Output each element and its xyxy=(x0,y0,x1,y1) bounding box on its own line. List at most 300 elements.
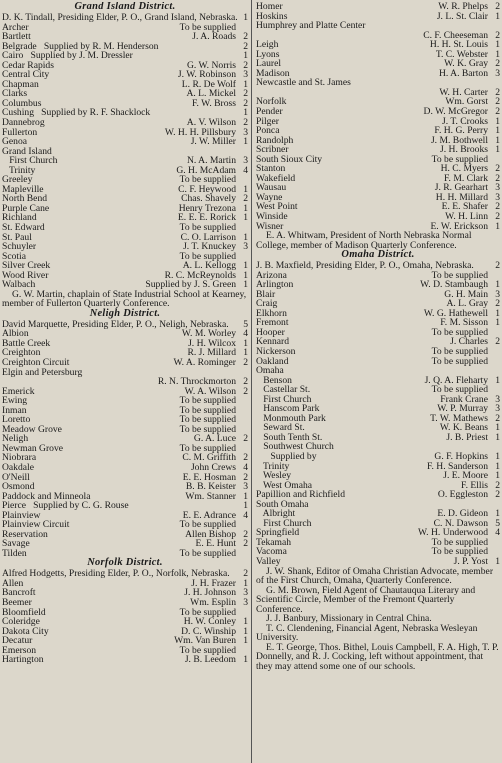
station-name: Scribner xyxy=(256,144,289,156)
pastor-name: C. N. Dawson xyxy=(433,517,488,529)
station-name: Newcastle and St. James xyxy=(256,77,351,89)
station-name: Benson xyxy=(256,374,292,386)
pastor-name: To be supplied xyxy=(431,153,488,165)
station-name: Dakota City xyxy=(2,625,49,637)
presiding-elder-years: 2 xyxy=(243,568,248,580)
years-count: 1 xyxy=(495,115,500,127)
years-count: 3 xyxy=(243,126,248,138)
years-count: 2 xyxy=(495,336,500,348)
station-name: St. Paul xyxy=(2,231,32,243)
years-count: 2 xyxy=(243,356,248,368)
pastor-name: R. J. Millard xyxy=(187,347,236,359)
years-count: 3 xyxy=(495,288,500,300)
pastor-name: H. C. Myers xyxy=(440,163,488,175)
station-name: Winside xyxy=(256,211,288,223)
station-name: Hooper xyxy=(256,326,285,338)
pastor-name: C. F. Cheeseman xyxy=(423,29,488,41)
presiding-elder-text: D. K. Tindall, Presiding Elder, P. O., Grand Island, Nebraska. xyxy=(2,12,238,23)
years-count: 1 xyxy=(243,78,248,90)
station-name: Oakland xyxy=(256,355,289,367)
appointment-row xyxy=(2,655,248,665)
years-count: 3 xyxy=(243,69,248,81)
pastor-name: Allen Bishop xyxy=(185,528,236,540)
years-count: 2 xyxy=(243,528,248,540)
pastor-name: E. E. Hosman xyxy=(182,471,236,483)
station-name: Neligh xyxy=(2,433,29,445)
years-count: 1 xyxy=(495,307,500,319)
station-name: Nickerson xyxy=(256,346,296,357)
pastor-name: W. G. Hathewell xyxy=(423,307,488,319)
station-name: Cairo Supplied by J. M. Dressler xyxy=(2,50,133,62)
pastor-name: O. Eggleston xyxy=(437,489,488,501)
years-count: 2 xyxy=(243,471,248,483)
pastor-name: J. B. Priest xyxy=(446,431,488,443)
station-name: Albright xyxy=(256,508,296,520)
pastor-name: T. C. Webster xyxy=(435,48,488,60)
station-name: Scotia xyxy=(2,250,26,262)
appointment-row xyxy=(2,549,248,559)
pastor-name: To be supplied xyxy=(431,326,488,338)
years-count: 1 xyxy=(495,460,500,472)
station-name: Bartlett xyxy=(2,31,31,43)
station-name: Clarks xyxy=(2,88,28,100)
years-count: 3 xyxy=(243,597,248,609)
years-count: 2 xyxy=(243,193,248,205)
station-name: Pender xyxy=(256,106,283,118)
pastor-name: R. C. McReynolds xyxy=(164,269,236,281)
station-name: First Church xyxy=(2,155,58,167)
pastor-name: W. H. H. Pillsbury xyxy=(164,126,236,138)
district-heading: Neligh District. xyxy=(89,307,161,319)
left-column xyxy=(2,2,248,665)
station-name: Creighton xyxy=(2,347,41,359)
station-name: Emerick xyxy=(2,385,35,397)
pastor-name: J. H. Wilcox xyxy=(188,337,236,349)
station-name: Trinity xyxy=(256,460,290,472)
pastor-name: J. A. Roads xyxy=(192,31,236,43)
pastor-name: B. B. Keister xyxy=(185,481,236,493)
years-count: 1 xyxy=(495,470,500,482)
district-note: E. A. Whitwam, President of North Nebraska Normal College, member of Madison Quarterly Conference. xyxy=(256,230,472,251)
years-count: 3 xyxy=(495,403,500,415)
pastor-name: To be supplied xyxy=(179,644,236,656)
years-count: 5 xyxy=(495,517,500,529)
station-name: Wakefield xyxy=(256,172,296,184)
years-count: 3 xyxy=(495,191,500,203)
pastor-name: C. O. Larrison xyxy=(180,231,236,243)
pastor-name: A. L. Kellogg xyxy=(182,260,236,272)
years-count: 1 xyxy=(243,577,248,589)
station-name: Tekamah xyxy=(256,536,292,548)
pastor-name: To be supplied xyxy=(179,21,236,33)
pastor-name: J. Charles xyxy=(450,336,488,348)
station-name: Craig xyxy=(256,298,278,310)
years-count: 1 xyxy=(495,508,500,520)
pastor-name: W. H. Underwood xyxy=(418,527,488,539)
station-name: Wood River xyxy=(2,269,49,281)
station-name: Inman xyxy=(2,404,27,416)
years-count: 4 xyxy=(243,164,248,176)
years-count: 2 xyxy=(243,59,248,71)
years-count: 1 xyxy=(243,337,248,349)
pastor-name: F. M. Sisson xyxy=(440,317,488,329)
pastor-name: John Crews xyxy=(190,461,236,473)
pastor-name: E. E. E. Rorick xyxy=(177,212,236,224)
years-count: 2 xyxy=(243,452,248,464)
district-note: J. W. Shank, Editor of Omaha Christian Advocate, member of the First Church, Omaha, Quarterly Conference. xyxy=(256,565,494,587)
years-count: 1 xyxy=(243,500,248,512)
station-name: Hanscom Park xyxy=(256,403,320,415)
station-name: Trinity xyxy=(2,164,36,176)
pastor-name: A. L. Mickel xyxy=(186,88,236,100)
station-name: Bloomfield xyxy=(2,606,46,618)
pastor-name: F. H. G. Perry xyxy=(434,125,488,137)
pastor-name: H. H. St. Louis xyxy=(429,39,488,51)
station-name: North Bend xyxy=(2,193,48,205)
station-name: Kennard xyxy=(256,336,290,348)
station-name: Cushing Supplied by R. F. Shacklock xyxy=(2,107,151,119)
station-name: Greeley xyxy=(2,174,33,186)
years-count: 2 xyxy=(495,298,500,310)
years-count: 2 xyxy=(495,489,500,501)
pastor-name: J. H. Brooks xyxy=(440,144,488,156)
station-name: West Point xyxy=(256,201,298,213)
years-count: 1 xyxy=(243,635,248,647)
pastor-name: To be supplied xyxy=(431,384,488,396)
station-name: Homer xyxy=(256,2,283,12)
years-count: 1 xyxy=(495,10,500,22)
station-name: St. Edward xyxy=(2,221,45,233)
pastor-name: J. R. Gearhart xyxy=(434,182,488,194)
pastor-name: R. N. Throckmorton xyxy=(157,376,236,388)
station-name: Plainview Circuit xyxy=(2,519,70,531)
station-name: Madison xyxy=(256,67,290,79)
district-note: E. T. George, Thos. Bithel, Louis Campbell, F. A. High, T. P. Donnelly, and R. J. Cocking, left without appointment, that they may attend some one of our schools. xyxy=(256,641,499,672)
district-note: G. M. Brown, Field Agent of Chautauqua Literary and Scientific Circle, Member of the Fremont Quarterly Conference. xyxy=(256,584,476,615)
station-name: Grand Island xyxy=(2,145,52,157)
station-name: Wayne xyxy=(256,191,283,203)
pastor-name: W. P. Murray xyxy=(437,403,488,415)
years-count: 1 xyxy=(495,317,500,329)
years-count: 3 xyxy=(495,67,500,79)
years-count: 1 xyxy=(243,269,248,281)
station-name: Allen xyxy=(2,577,24,589)
station-name: Vacoma xyxy=(256,546,287,558)
pastor-name: A. V. Wilson xyxy=(186,116,236,128)
years-count: 1 xyxy=(495,431,500,443)
years-count: 4 xyxy=(243,328,248,340)
years-count: 1 xyxy=(243,347,248,359)
pastor-name: Frank Crane xyxy=(440,393,488,405)
years-count: 4 xyxy=(243,461,248,473)
pastor-name: To be supplied xyxy=(431,269,488,281)
years-count: 1 xyxy=(495,134,500,146)
station-name: Blair xyxy=(256,288,276,300)
years-count: 3 xyxy=(243,241,248,253)
years-count: 1 xyxy=(243,616,248,628)
years-count: 1 xyxy=(495,220,500,232)
years-count: 2 xyxy=(243,40,248,52)
years-count: 1 xyxy=(495,374,500,386)
years-count: 2 xyxy=(243,376,248,388)
years-count: 1 xyxy=(243,260,248,272)
years-count: 2 xyxy=(243,88,248,100)
station-name: Pilger xyxy=(256,115,279,127)
years-count: 1 xyxy=(495,125,500,137)
station-name: Stanton xyxy=(256,163,286,175)
district-note: T. C. Clendening, Financial Agent, Nebraska Wesleyan University. xyxy=(256,622,478,644)
pastor-name: C. F. Heywood xyxy=(178,183,236,195)
pastor-name: W. H. Carter xyxy=(439,86,488,98)
station-name: Wesley xyxy=(256,470,292,482)
years-count: 1 xyxy=(495,48,500,60)
station-name: Columbus xyxy=(2,97,42,109)
presiding-elder-text: J. B. Maxfield, Presiding Elder, P. O., Omaha, Nebraska. xyxy=(256,260,474,272)
station-name: Springfield xyxy=(256,527,300,539)
pastor-name: J. M. Bothwell xyxy=(430,134,488,146)
pastor-name: W. D. Stambaugh xyxy=(420,279,488,291)
station-name: Purple Cane xyxy=(2,202,50,214)
station-name: South Tenth St. xyxy=(256,431,323,443)
station-name: Loretto xyxy=(2,414,31,426)
pastor-name: A. L. Gray xyxy=(446,298,488,310)
appointment-row xyxy=(256,557,500,567)
station-name: Fullerton xyxy=(2,126,38,138)
station-name: Newman Grove xyxy=(2,442,64,454)
district-note: G. W. Martin, chaplain of State Industrial School at Kearney, member of Fullerton Quarterly Conference. xyxy=(2,288,247,310)
pastor-name: H. H. Millard xyxy=(435,191,488,203)
station-name: Randolph xyxy=(256,134,294,146)
station-name: Cedar Rapids xyxy=(2,59,54,71)
district-note: J. J. Banbury, Missionary in Central China. xyxy=(266,613,432,625)
years-count: 3 xyxy=(243,587,248,599)
pastor-name: Wm. Stanner xyxy=(185,490,236,502)
pastor-name: To be supplied xyxy=(179,519,236,531)
pastor-name: W. M. Worley xyxy=(181,328,236,340)
station-name: Oakdale xyxy=(2,461,34,473)
years-count: 3 xyxy=(495,182,500,194)
station-name: Emerson xyxy=(2,644,37,656)
years-count: 1 xyxy=(495,556,500,568)
station-name: Wisner xyxy=(256,220,284,232)
district-heading: Grand Island District. xyxy=(74,2,176,12)
pastor-name: J. T. Knuckey xyxy=(183,241,236,253)
station-name: Battle Creek xyxy=(2,337,51,349)
pastor-name: To be supplied xyxy=(431,546,488,558)
station-name: Mapleville xyxy=(2,183,44,195)
years-count: 2 xyxy=(495,172,500,184)
pastor-name: W. R. Phelps xyxy=(438,2,488,12)
years-count: 2 xyxy=(243,116,248,128)
years-count: 1 xyxy=(243,490,248,502)
years-count: 4 xyxy=(495,527,500,539)
station-name: Beemer xyxy=(2,597,32,609)
pastor-name: F. W. Bross xyxy=(191,97,236,109)
station-name: Niobrara xyxy=(2,452,37,464)
years-count: 1 xyxy=(495,451,500,463)
pastor-name: H. W. Conley xyxy=(183,616,236,628)
presiding-elder-years: 2 xyxy=(495,260,500,272)
pastor-name: L. R. De Wolf xyxy=(181,78,236,90)
presiding-elder-years: 1 xyxy=(243,12,248,23)
station-name: Lyons xyxy=(256,48,280,60)
pastor-name: J. Q. A. Fleharty xyxy=(424,374,488,386)
station-name: Richland xyxy=(2,212,37,224)
years-count: 2 xyxy=(495,86,500,98)
pastor-name: T. W. Mathews xyxy=(430,412,488,424)
right-column xyxy=(256,2,500,671)
station-name: Leigh xyxy=(256,39,279,51)
years-count: 1 xyxy=(243,654,248,665)
station-name: Seward St. xyxy=(256,422,305,434)
years-count: 2 xyxy=(495,163,500,175)
pastor-name: J. E. Moore xyxy=(443,470,488,482)
years-count: 2 xyxy=(495,96,500,108)
pastor-name: G. H. Main xyxy=(444,288,488,300)
pastor-name: J. P. Yost xyxy=(453,556,488,568)
pastor-name: To be supplied xyxy=(179,250,236,262)
pastor-name: G. H. McAdam xyxy=(176,164,236,176)
station-name: Southwest Church xyxy=(256,441,334,453)
station-name: South Sioux City xyxy=(256,153,323,165)
appointment-row xyxy=(256,357,500,367)
years-count: 2 xyxy=(495,479,500,491)
station-name: Norfolk xyxy=(256,96,287,108)
pastor-name: Wm. Van Buren xyxy=(174,635,236,647)
pastor-name: J. W. Miller xyxy=(190,136,236,148)
pastor-name: Wm. Gorst xyxy=(445,96,488,108)
station-name: West Omaha xyxy=(256,479,313,491)
years-count: 3 xyxy=(243,481,248,493)
pastor-name: F. Ellis xyxy=(461,479,488,491)
station-name: Silver Creek xyxy=(2,260,51,272)
column-rule xyxy=(251,0,252,763)
station-name: Supplied by xyxy=(256,451,317,463)
pastor-name: C. M. Griffith xyxy=(182,452,236,464)
pastor-name: J. T. Crooks xyxy=(441,115,488,127)
station-name: Tilden xyxy=(2,547,27,559)
pastor-name: E. E. Hunt xyxy=(195,538,236,550)
pastor-name: W. A. Rominger xyxy=(173,356,236,368)
station-name: Reservation xyxy=(2,528,48,540)
years-count: 2 xyxy=(495,211,500,223)
years-count: 1 xyxy=(243,107,248,119)
years-count: 2 xyxy=(495,29,500,41)
pastor-name: G. W. Norris xyxy=(186,59,236,71)
pastor-name: J. H. Johnson xyxy=(184,587,236,599)
pastor-name: F. H. Sanderson xyxy=(426,460,488,472)
pastor-name: E. D. Gideon xyxy=(437,508,488,520)
station-name: First Church xyxy=(256,517,312,529)
station-name: Hoskins xyxy=(256,10,288,22)
years-count: 1 xyxy=(495,279,500,291)
station-name: Schuyler xyxy=(2,241,37,253)
years-count: 1 xyxy=(243,50,248,62)
years-count: 2 xyxy=(243,385,248,397)
years-count: 1 xyxy=(495,39,500,51)
years-count: 1 xyxy=(243,202,248,214)
years-count: 1 xyxy=(495,422,500,434)
pastor-name: E. E. Shafer xyxy=(441,201,488,213)
pastor-name: To be supplied xyxy=(431,536,488,548)
pastor-name: W. K. Gray xyxy=(444,58,488,70)
station-name: Archer xyxy=(2,21,29,33)
pastor-name: E. E. Adrance xyxy=(182,509,236,521)
presiding-elder-text: Alfred Hodgetts, Presiding Elder, P. O., Norfolk, Nebraska. xyxy=(2,568,230,580)
pastor-name: N. A. Martin xyxy=(186,155,236,167)
pastor-name: W. K. Beans xyxy=(439,422,488,434)
pastor-name: J. H. Frazer xyxy=(191,577,236,589)
station-name: Fremont xyxy=(256,317,289,329)
years-count: 2 xyxy=(243,538,248,550)
station-name: First Church xyxy=(256,393,312,405)
pastor-name: To be supplied xyxy=(179,414,236,426)
years-count: 1 xyxy=(243,231,248,243)
station-name: Arizona xyxy=(256,269,287,281)
pastor-name: E. W. Erickson xyxy=(430,220,488,232)
station-name: Humphrey and Platte Center xyxy=(256,20,366,32)
station-name: Hartington xyxy=(2,654,44,665)
years-count: 2 xyxy=(243,97,248,109)
station-name: Genoa xyxy=(2,136,28,148)
station-name: Pierce Supplied by C. G. Rouse xyxy=(2,500,129,512)
years-count: 2 xyxy=(243,31,248,43)
pastor-name: Henry Trezona xyxy=(178,202,236,214)
pastor-name: J. W. Robinson xyxy=(177,69,236,81)
presiding-elder-years: 5 xyxy=(243,318,248,330)
station-name: O'Neill xyxy=(2,471,30,483)
station-name: Elkhorn xyxy=(256,307,287,319)
years-count: 1 xyxy=(243,136,248,148)
pastor-name: Supplied by J. S. Green xyxy=(145,279,236,291)
station-name: Savage xyxy=(2,538,30,550)
station-name: Castellar St. xyxy=(256,384,311,396)
station-name: Ewing xyxy=(2,395,28,407)
district-heading: Omaha District. xyxy=(341,249,415,261)
station-name: Bancroft xyxy=(2,587,36,599)
years-count: 2 xyxy=(495,58,500,70)
station-name: Monmouth Park xyxy=(256,412,326,424)
station-name: Paddock and Minneola xyxy=(2,490,91,502)
years-count: 3 xyxy=(495,393,500,405)
station-name: Walbach xyxy=(2,279,36,291)
station-name: Chapman xyxy=(2,78,39,90)
pastor-name: To be supplied xyxy=(179,404,236,416)
station-name: Elgin and Petersburg xyxy=(2,366,83,378)
pastor-name: G. F. Hopkins xyxy=(434,451,488,463)
station-name: South Omaha xyxy=(256,498,309,510)
pastor-name: W. H. Linn xyxy=(445,211,488,223)
pastor-name: To be supplied xyxy=(179,423,236,435)
years-count: 1 xyxy=(243,183,248,195)
station-name: Creighton Circuit xyxy=(2,356,70,368)
station-name: Osmond xyxy=(2,481,35,493)
years-count: 3 xyxy=(243,155,248,167)
pastor-name: Wm. Esplin xyxy=(190,597,236,609)
appointment-row xyxy=(2,280,248,290)
station-name: Ponca xyxy=(256,125,280,137)
station-name: Papillion and Richfield xyxy=(256,489,345,501)
years-count: 1 xyxy=(243,212,248,224)
pastor-name: To be supplied xyxy=(431,346,488,357)
years-count: 2 xyxy=(495,106,500,118)
pastor-name: To be supplied xyxy=(179,395,236,407)
station-name: Central City xyxy=(2,69,50,81)
station-name: Dannebrog xyxy=(2,116,45,128)
station-name: Belgrade Supplied by R. M. Henderson xyxy=(2,40,159,52)
station-name: Wausau xyxy=(256,182,287,194)
station-name: Meadow Grove xyxy=(2,423,62,435)
